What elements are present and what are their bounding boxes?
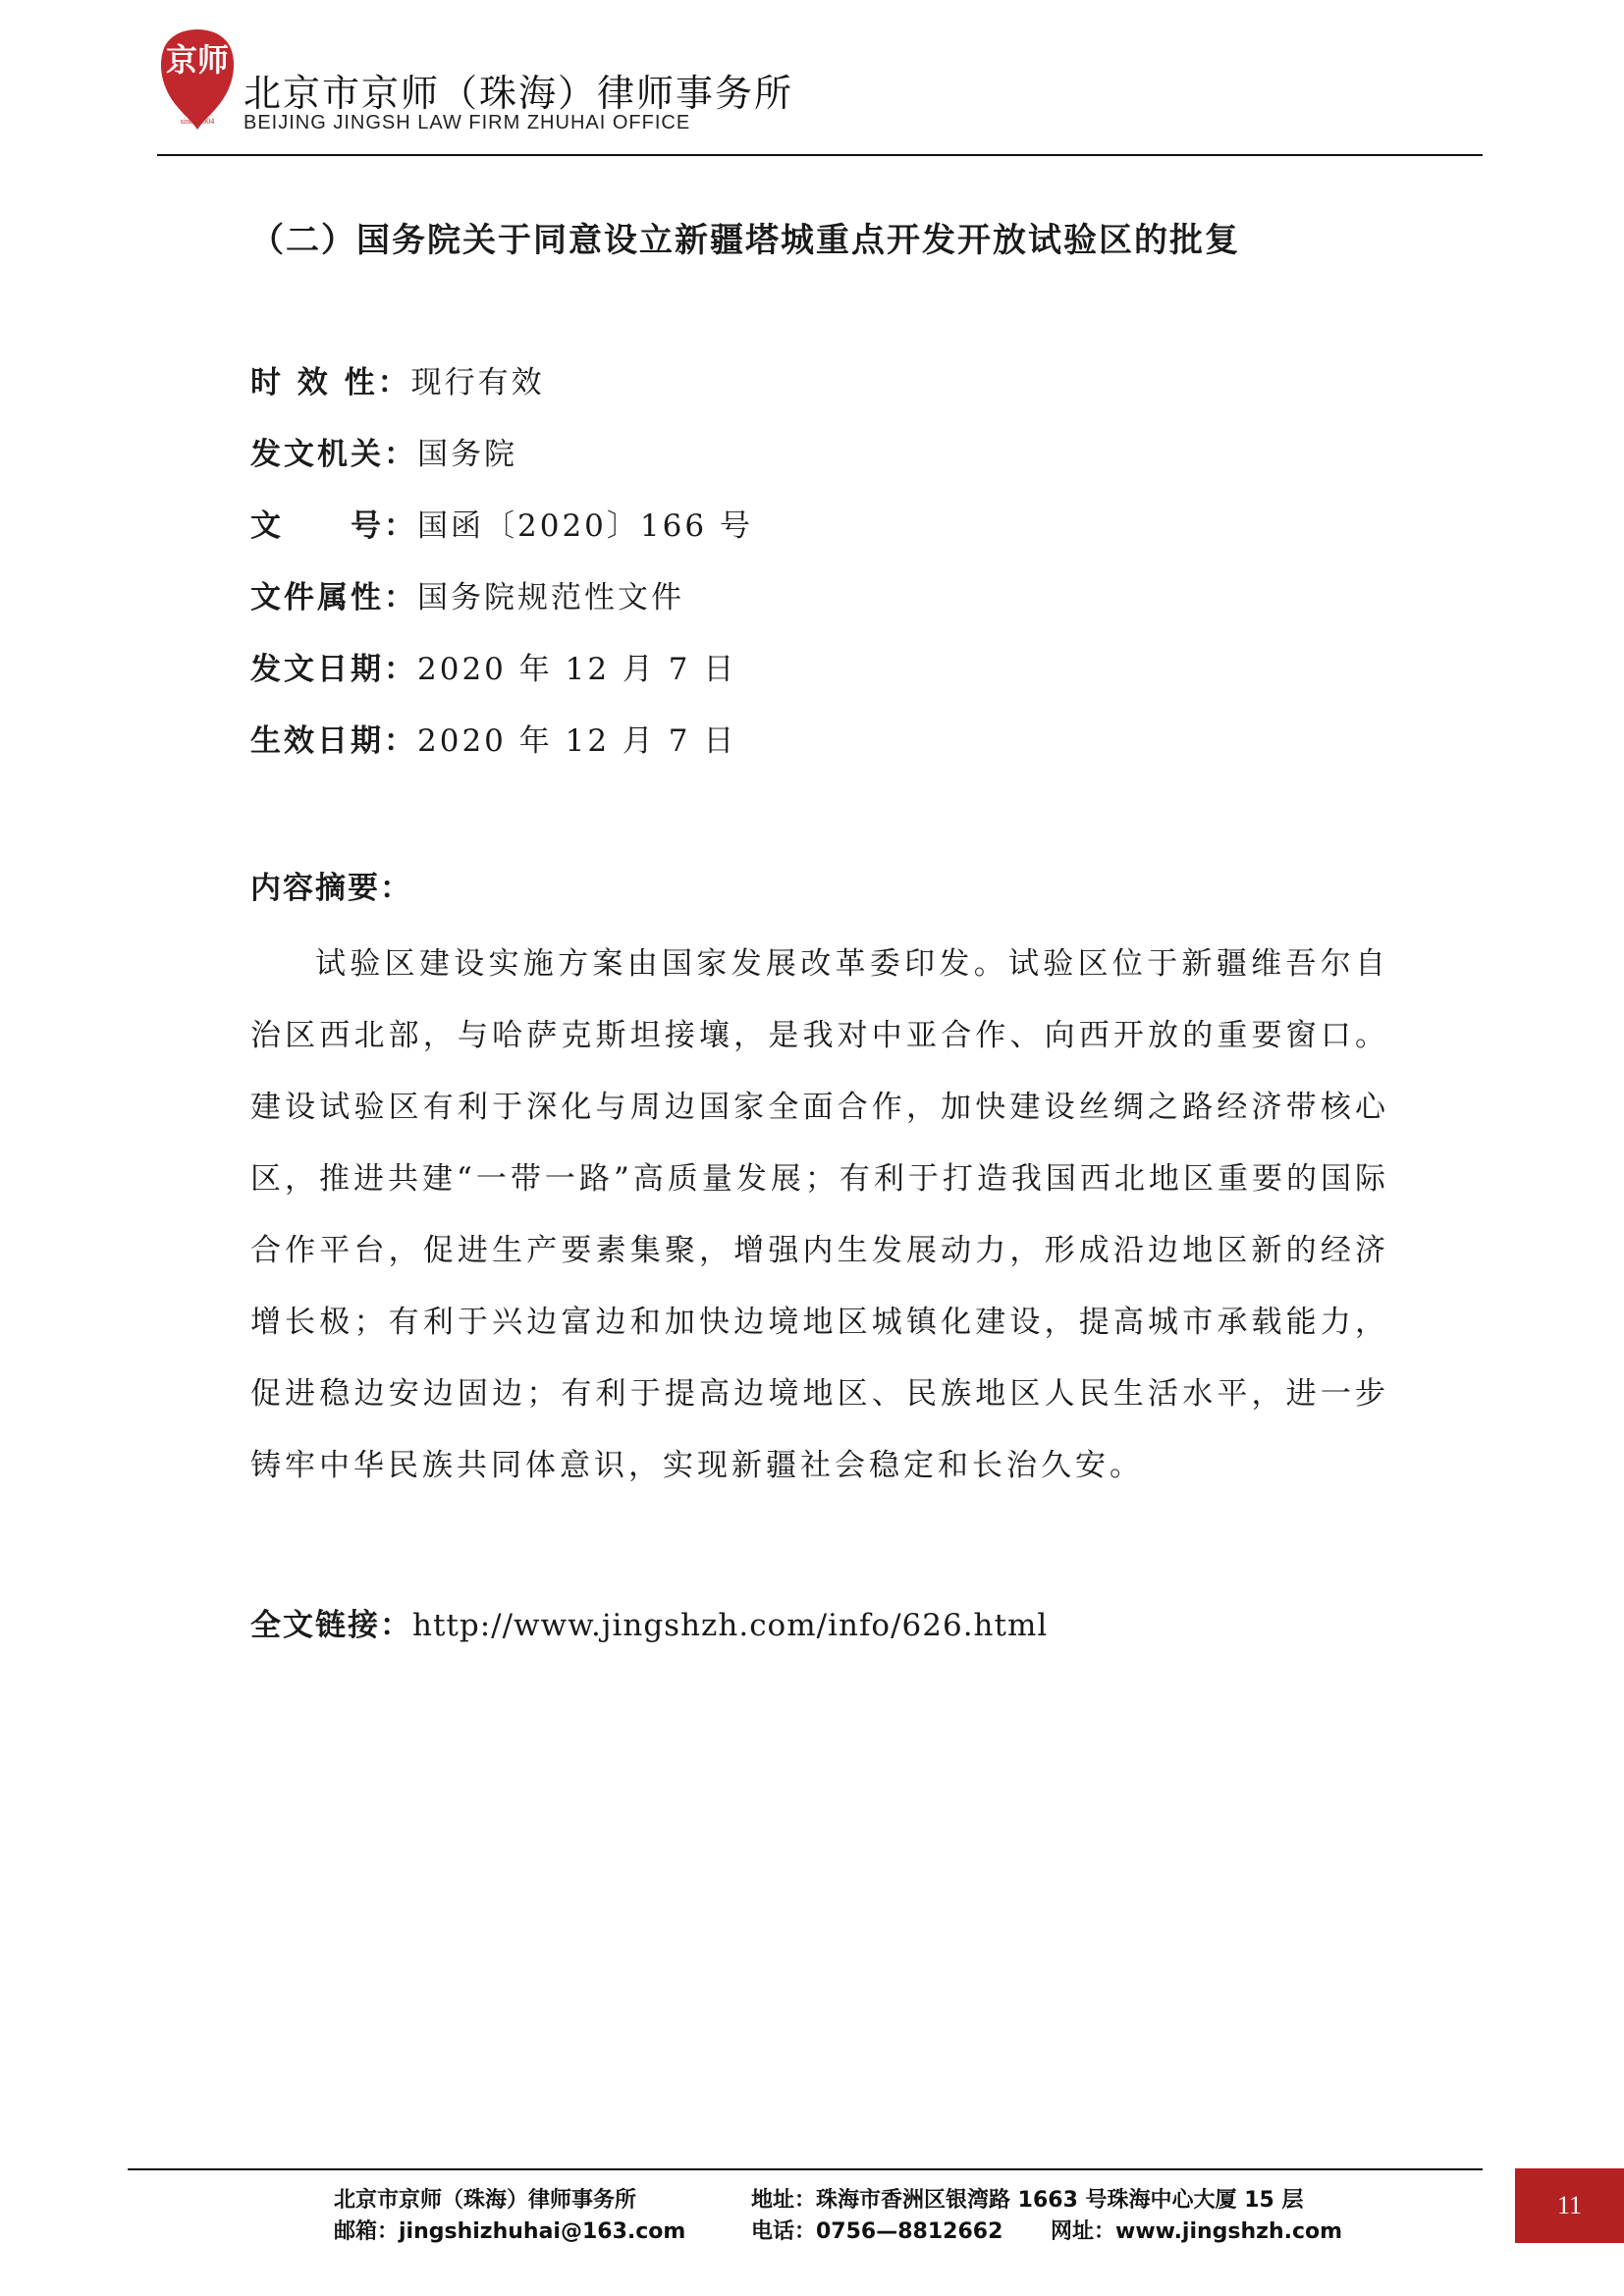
full-text-link-row xyxy=(250,1600,1389,1644)
meta-row-issue-date xyxy=(250,650,1389,721)
footer-firm: 北京市京师（珠海）律师事务所 xyxy=(334,2188,637,2213)
meta-label: 生效日期： xyxy=(250,723,417,759)
meta-label: 文 号： xyxy=(250,508,417,544)
document-metadata xyxy=(250,363,1389,793)
footer-divider xyxy=(128,2168,1483,2170)
meta-row-issuer xyxy=(250,435,1389,507)
header-divider xyxy=(157,154,1483,156)
page-number: 11 xyxy=(1515,2168,1624,2243)
firm-name-en: BEIJING JINGSH LAW FIRM ZHUHAI OFFICE xyxy=(244,112,691,133)
footer-phone: 电话：0756—8812662 xyxy=(751,2219,1003,2244)
meta-row-effective-date xyxy=(250,721,1389,793)
footer-line-1 xyxy=(334,2185,1316,2216)
firm-logo-seal xyxy=(157,27,238,132)
footer-line-2 xyxy=(334,2216,1343,2248)
logo-since: since 2004 xyxy=(180,117,215,126)
meta-value: 2020 年 12 月 7 日 xyxy=(417,723,737,759)
meta-row-doc-type xyxy=(250,578,1389,650)
footer-website: 网址：www.jingshzh.com xyxy=(1051,2219,1343,2244)
footer xyxy=(334,2185,1343,2248)
meta-row-validity xyxy=(250,363,1389,435)
summary-heading: 内容摘要： xyxy=(250,871,412,906)
summary-text: 试验区建设实施方案由国家发展改革委印发。试验区位于新疆维吾尔自治区西北部，与哈萨克斯坦接壤，是我对中亚合作、向西开放的重要窗口。建设试验区有利于深化与周边国家全面合作，加快建设丝绸之路经济带核心区，推进共建“一带一路”高质量发展；有利于打造我国西北地区重要的国际合作平台，促进生产要素集聚，增强内生发展动力，形成沿边地区新的经济增长极；有利于兴边富边和加快边境地区城镇化建设，提高城市承载能力，促进稳边安边固边；有利于提高边境地区、民族地区人民生活水平，进一步铸牢中华民族共同体意识，实现新疆社会稳定和长治久安。 xyxy=(250,946,1389,1483)
meta-row-doc-number xyxy=(250,507,1389,578)
logo-char-top: 京师 xyxy=(165,41,230,79)
full-text-link[interactable]: http://www.jingshzh.com/info/626.html xyxy=(412,1608,1049,1643)
footer-address: 地址：珠海市香洲区银湾路 1663 号珠海中心大厦 15 层 xyxy=(751,2188,1304,2213)
section-title: （二）国务院关于同意设立新疆塔城重点开发开放试验区的批复 xyxy=(250,221,1240,260)
meta-value: 国务院 xyxy=(417,437,517,472)
link-label: 全文链接： xyxy=(250,1608,412,1643)
meta-label: 时 效 性： xyxy=(250,365,411,400)
document-body xyxy=(250,216,1389,1644)
meta-value: 2020 年 12 月 7 日 xyxy=(417,652,737,687)
meta-label: 文件属性： xyxy=(250,580,417,615)
firm-name-cn: 北京市京师（珠海）律师事务所 xyxy=(244,72,794,115)
footer-email: 邮箱：jingshizhuhai@163.com xyxy=(334,2219,686,2244)
meta-label: 发文机关： xyxy=(250,437,417,472)
meta-value: 现行有效 xyxy=(410,365,545,400)
meta-label: 发文日期： xyxy=(250,652,417,687)
letterhead xyxy=(157,27,1483,155)
meta-value: 国务院规范性文件 xyxy=(417,580,684,615)
meta-value: 国函〔2020〕166 号 xyxy=(417,508,753,544)
